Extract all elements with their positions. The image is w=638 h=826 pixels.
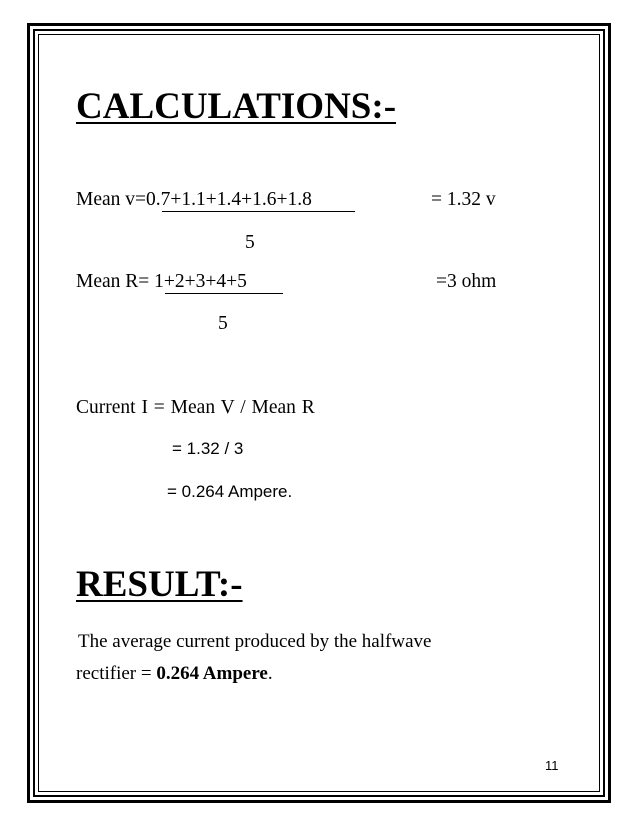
mean-r-numerator: 1+2+3+4+5 [154,271,247,292]
mean-v-fraction-bar [162,211,355,212]
result-value: 0.264 Ampere [156,663,268,684]
result-line-2-suffix: . [267,663,273,684]
mean-v-numerator: 0.7+1.1+1.4+1.6+1.8 [146,189,312,210]
mean-r-fraction-bar [165,293,283,294]
current-formula: Current I = Mean V / Mean R [76,397,315,418]
page-number: 11 [545,758,559,773]
calculations-heading: CALCULATIONS:- [76,86,397,127]
result-line-1: The average current produced by the halfwave [78,631,432,652]
mean-v-label: Mean v= [76,189,147,210]
mean-v-denominator: 5 [245,232,255,253]
result-line-2-prefix: rectifier = [76,663,157,684]
result-heading: RESULT:- [76,564,243,605]
current-step: = 1.32 / 3 [172,439,244,458]
current-result: = 0.264 Ampere. [167,482,293,501]
mean-r-denominator: 5 [218,313,228,334]
mean-v-result: = 1.32 v [431,189,496,210]
mean-r-result: =3 ohm [436,271,497,292]
mean-r-label: Mean R= [76,271,155,292]
mean-v-line [76,190,312,210]
mean-r-line [76,272,247,292]
result-line-2 [76,664,273,683]
